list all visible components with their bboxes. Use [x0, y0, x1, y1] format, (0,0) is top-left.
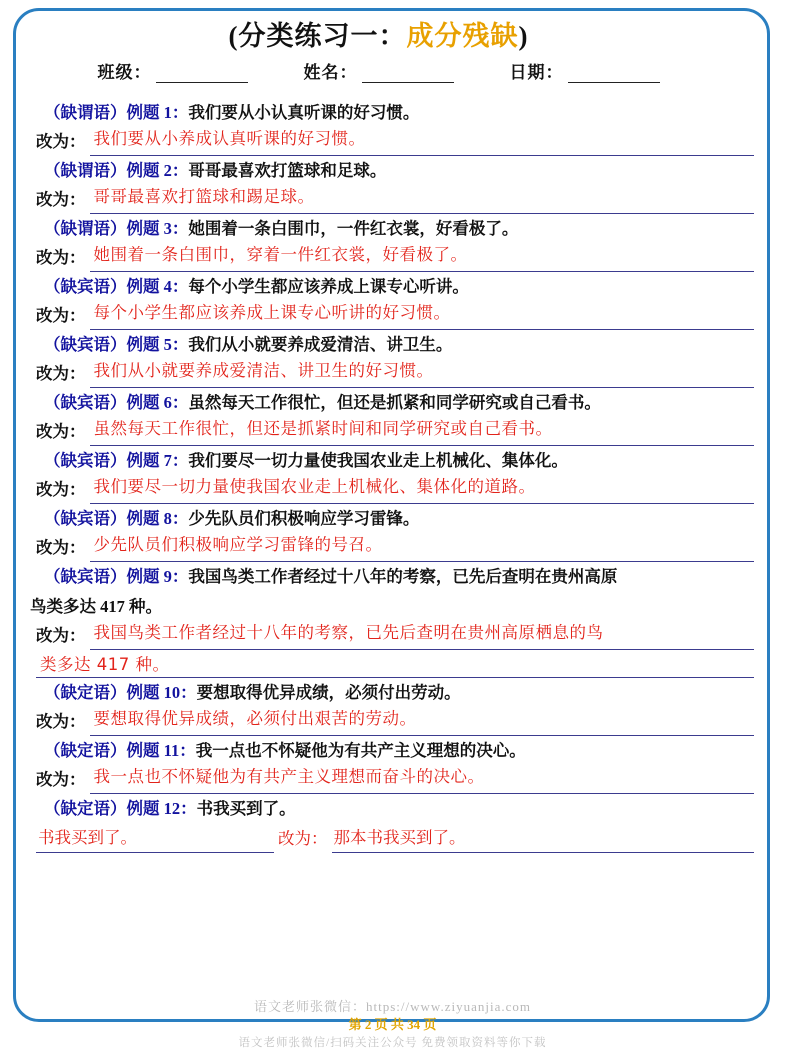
question-line	[30, 562, 754, 592]
question-text: 少先队员们积极响应学习雷锋。	[188, 509, 420, 528]
exercise-item	[30, 736, 754, 794]
answer-label: 改为：	[36, 248, 86, 267]
answer-text: 我们从小就要养成爱清洁、讲卫生的好习惯。	[93, 361, 434, 380]
error-type-tag: （缺定语）	[44, 799, 127, 818]
exercise-item	[30, 794, 754, 853]
exercise-number: 例题 6：	[126, 393, 189, 412]
answer-blank[interactable]	[90, 418, 755, 446]
question-line	[30, 98, 754, 128]
exercise-number: 例题 2：	[126, 161, 189, 180]
question-line	[30, 736, 754, 766]
question-text: 我国鸟类工作者经过十八年的考察，已先后查明在贵州高原	[188, 567, 618, 586]
answer-label: 改为：	[36, 712, 86, 731]
answer-row	[30, 476, 754, 504]
exercise-number: 例题 5：	[126, 335, 189, 354]
page-number-badge: 第 2 页 共 34 页	[348, 1017, 437, 1032]
exercise-item	[30, 562, 754, 678]
meta-field-name	[304, 58, 454, 83]
exercise-item	[30, 98, 754, 156]
answer-blank[interactable]	[90, 302, 755, 330]
question-text: 我们从小就要养成爱清洁、讲卫生。	[188, 335, 453, 354]
answer-blank[interactable]	[90, 622, 755, 650]
answer-row	[30, 824, 754, 853]
answer-text: 她围着一条白围巾，穿着一件红衣裳，好看极了。	[93, 245, 468, 264]
answer-row	[30, 360, 754, 388]
question-text: 我们要尽一切力量使我国农业走上机械化、集体化。	[188, 451, 568, 470]
question-text: 虽然每天工作很忙，但还是抓紧和同学研究或自己看书。	[188, 393, 601, 412]
question-text: 书我买到了。	[196, 799, 296, 818]
answer-label: 改为：	[36, 480, 86, 499]
exercise-number: 例题 9：	[126, 567, 189, 586]
error-type-tag: （缺宾语）	[44, 509, 127, 528]
meta-blank-name[interactable]	[362, 67, 454, 83]
question-line	[30, 794, 754, 824]
meta-row	[0, 58, 757, 83]
error-type-tag: （缺定语）	[44, 683, 127, 702]
answer-blank[interactable]	[90, 128, 755, 156]
answer-blank[interactable]	[90, 186, 755, 214]
answer-label-inline: 改为：	[278, 829, 328, 848]
question-line	[30, 678, 754, 708]
answer-blank[interactable]	[90, 360, 755, 388]
title-highlight: 成分残缺	[406, 21, 519, 51]
exercise-item	[30, 388, 754, 446]
error-type-tag: （缺宾语）	[44, 335, 127, 354]
page-title	[0, 14, 757, 53]
answer-label: 改为：	[36, 770, 86, 789]
answer-text: 每个小学生都应该养成上课专心听讲的好习惯。	[93, 303, 451, 322]
answer-blank[interactable]	[90, 476, 755, 504]
answer-blank[interactable]	[90, 534, 755, 562]
answer-text: 我们要从小养成认真听课的好习惯。	[93, 129, 366, 148]
answer-row	[30, 128, 754, 156]
answer-text-part2[interactable]: 那本书我买到了。	[332, 824, 755, 853]
answer-text: 虽然每天工作很忙，但还是抓紧时间和同学研究或自己看书。	[93, 419, 553, 438]
exercise-item	[30, 446, 754, 504]
exercise-number: 例题 7：	[126, 451, 189, 470]
answer-text: 哥哥最喜欢打篮球和踢足球。	[93, 187, 315, 206]
answer-label: 改为：	[36, 364, 86, 383]
title-suffix: )	[518, 21, 529, 51]
answer-blank[interactable]	[90, 244, 755, 272]
question-line	[30, 156, 754, 186]
error-type-tag: （缺宾语）	[44, 567, 127, 586]
error-type-tag: （缺谓语）	[44, 103, 127, 122]
answer-row	[30, 622, 754, 650]
error-type-tag: （缺宾语）	[44, 393, 127, 412]
exercise-number: 例题 1：	[126, 103, 189, 122]
answer-label: 改为：	[36, 132, 86, 151]
answer-text: 要想取得优异成绩，必须付出艰苦的劳动。	[93, 709, 417, 728]
question-line	[30, 330, 754, 360]
answer-text-continued: 类多达 417 种。	[40, 655, 170, 674]
answer-row	[30, 186, 754, 214]
answer-label: 改为：	[36, 190, 86, 209]
error-type-tag: （缺宾语）	[44, 277, 127, 296]
question-line	[30, 504, 754, 534]
answer-label: 改为：	[36, 306, 86, 325]
exercise-item	[30, 330, 754, 388]
question-text: 她围着一条白围巾，一件红衣裳，好看极了。	[188, 219, 519, 238]
meta-label-date: 日期：	[509, 63, 564, 82]
meta-label-class: 班级：	[97, 63, 152, 82]
meta-field-class	[98, 58, 248, 83]
error-type-tag: （缺谓语）	[44, 161, 127, 180]
question-line	[30, 388, 754, 418]
exercise-item	[30, 678, 754, 736]
exercise-item	[30, 156, 754, 214]
answer-text-part1[interactable]: 书我买到了。	[36, 824, 274, 853]
title-prefix: (分类练习一：	[228, 21, 407, 51]
question-line	[30, 214, 754, 244]
meta-blank-class[interactable]	[156, 67, 248, 83]
exercise-number: 例题 8：	[126, 509, 189, 528]
answer-row	[30, 534, 754, 562]
question-line	[30, 272, 754, 302]
answer-text: 我一点也不怀疑他为有共产主义理想而奋斗的决心。	[93, 767, 485, 786]
answer-text: 我国鸟类工作者经过十八年的考察，已先后查明在贵州高原栖息的鸟	[93, 623, 604, 642]
answer-row	[30, 244, 754, 272]
question-line	[30, 446, 754, 476]
answer-label: 改为：	[36, 538, 86, 557]
exercise-number: 例题 4：	[126, 277, 189, 296]
answer-row	[30, 766, 754, 794]
answer-blank[interactable]	[90, 766, 755, 794]
error-type-tag: （缺谓语）	[44, 219, 127, 238]
answer-label: 改为：	[36, 626, 86, 645]
meta-label-name: 姓名：	[303, 63, 358, 82]
meta-field-date	[510, 58, 660, 83]
question-text: 我们要从小认真听课的好习惯。	[188, 103, 420, 122]
question-text: 我一点也不怀疑他为有共产主义理想的决心。	[195, 741, 526, 760]
question-text: 要想取得优异成绩，必须付出劳动。	[196, 683, 461, 702]
question-text: 哥哥最喜欢打篮球和足球。	[188, 161, 387, 180]
answer-label: 改为：	[36, 422, 86, 441]
question-text-continued: 鸟类多达 417 种。	[30, 597, 162, 616]
exercise-list	[30, 98, 754, 853]
answer-blank[interactable]	[90, 708, 755, 736]
exercise-number: 例题 12：	[126, 799, 197, 818]
exercise-number: 例题 3：	[126, 219, 189, 238]
answer-blank-continued[interactable]	[36, 650, 754, 678]
watermark-url: 语文老师张微信：https://www.ziyuanjia.com	[254, 999, 531, 1014]
answer-text: 少先队员们积极响应学习雷锋的号召。	[93, 535, 383, 554]
exercise-number: 例题 10：	[126, 683, 197, 702]
question-text: 每个小学生都应该养成上课专心听讲。	[188, 277, 469, 296]
error-type-tag: （缺定语）	[44, 741, 127, 760]
meta-blank-date[interactable]	[568, 67, 660, 83]
watermark-footer: 语文老师张微信/扫码关注公众号 免费领取资料等你下载	[238, 1037, 547, 1049]
answer-row	[30, 302, 754, 330]
answer-text: 我们要尽一切力量使我国农业走上机械化、集体化的道路。	[93, 477, 536, 496]
error-type-tag: （缺宾语）	[44, 451, 127, 470]
exercise-number: 例题 11：	[126, 741, 196, 760]
answer-row	[30, 418, 754, 446]
answer-row	[30, 708, 754, 736]
exercise-item	[30, 504, 754, 562]
exercise-item	[30, 272, 754, 330]
exercise-item	[30, 214, 754, 272]
